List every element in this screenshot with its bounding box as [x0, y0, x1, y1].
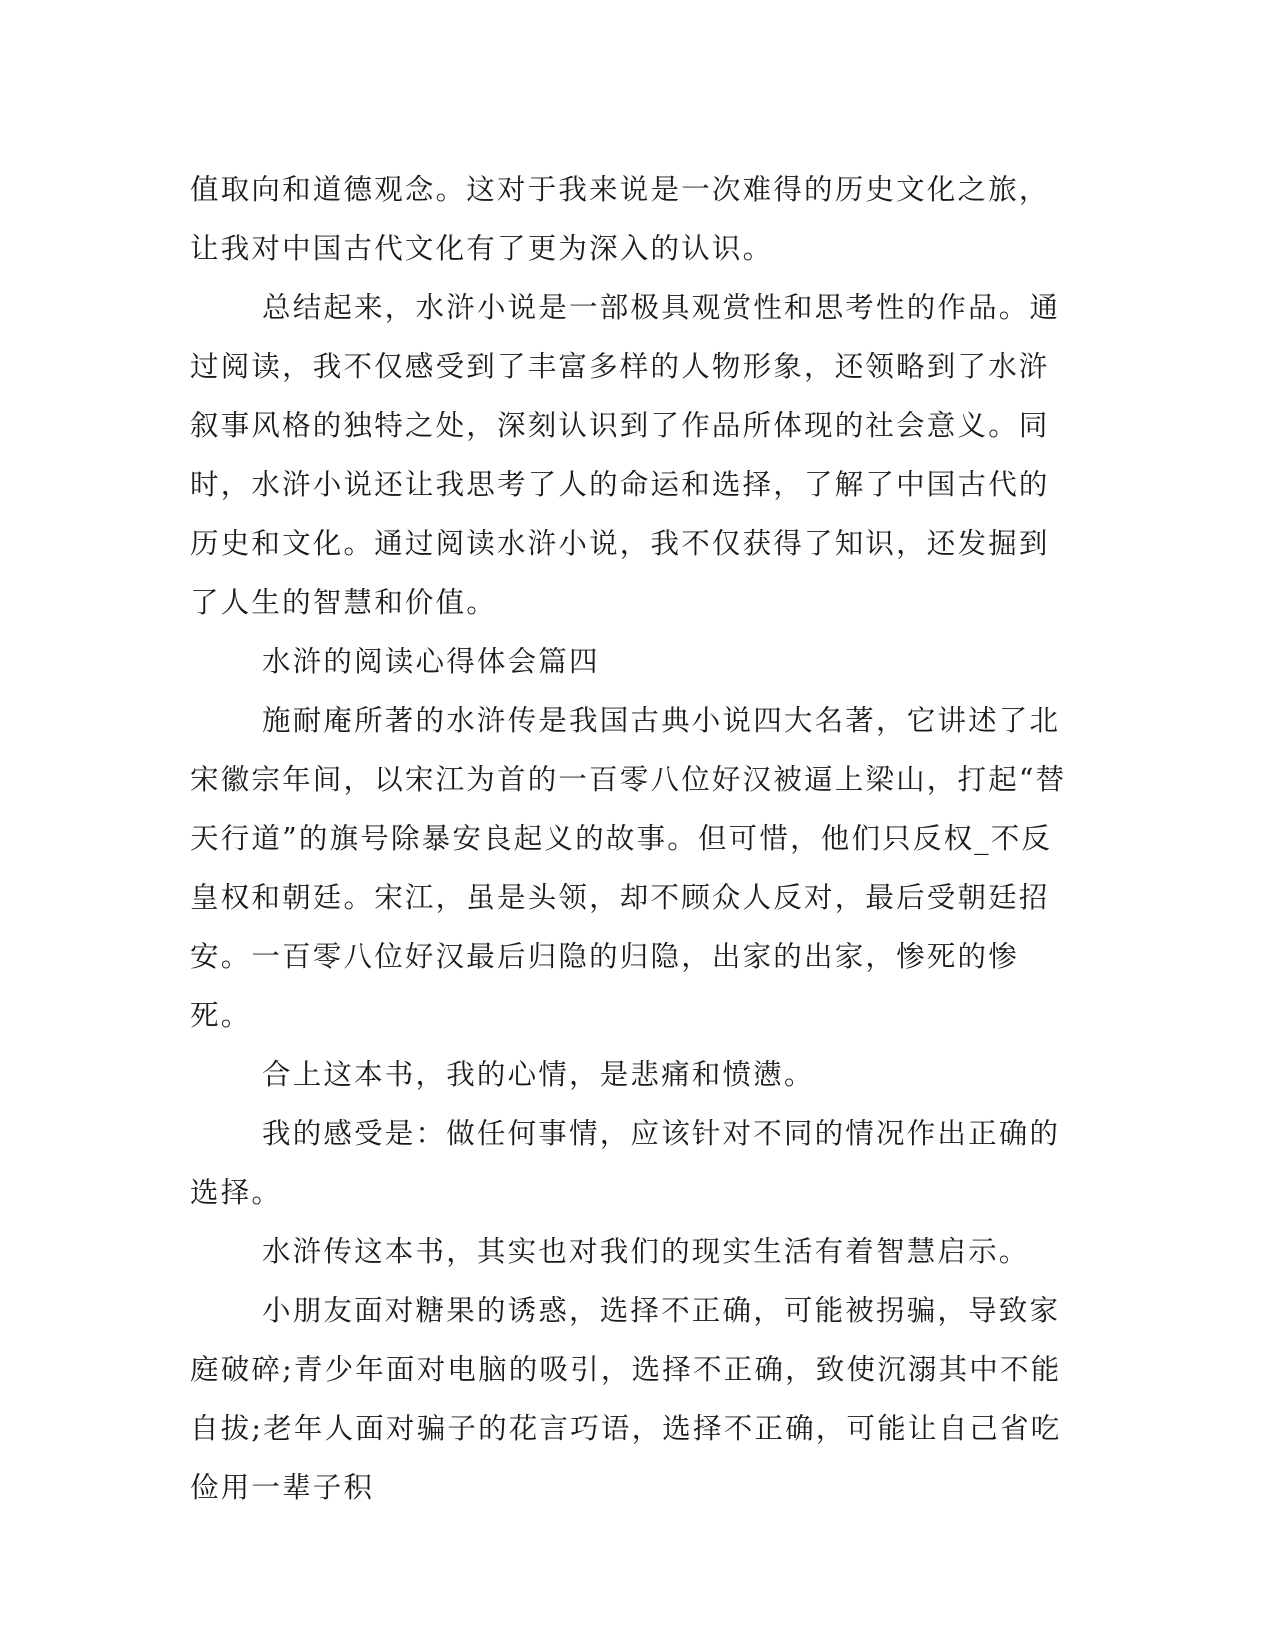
paragraph: 合上这本书，我的心情，是悲痛和愤懑。	[262, 1058, 815, 1091]
paragraph: 小朋友面对糖果的诱惑，选择不正确，可能被拐骗，导致家庭破碎;青少年面对电脑的吸引，选择不正确，致使沉溺其中不能自拔;老年人面对骗子的花言巧语，选择不正确，可能让自己省吃俭用一辈子积	[190, 1294, 1062, 1504]
paragraph: 总结起来，水浒小说是一部极具观赏性和思考性的作品。通过阅读，我不仅感受到了丰富多样的人物形象，还领略到了水浒叙事风格的独特之处，深刻认识到了作品所体现的社会意义。同时，水浒小说还让我思考了人的命运和选择，了解了中国古代的历史和文化。通过阅读水浒小说，我不仅获得了知识，还发掘到了人生的智慧和价值。	[190, 291, 1061, 619]
paragraph: 值取向和道德观念。这对于我来说是一次难得的历史文化之旅，让我对中国古代文化有了更为深入的认识。	[190, 173, 1050, 265]
paragraph: 我的感受是：做任何事情，应该针对不同的情况作出正确的选择。	[190, 1117, 1061, 1209]
paragraph: 水浒传这本书，其实也对我们的现实生活有着智慧启示。	[262, 1235, 1030, 1268]
document-body	[190, 160, 1080, 1517]
section-heading: 水浒的阅读心得体会篇四	[262, 645, 600, 678]
paragraph: 施耐庵所著的水浒传是我国古典小说四大名著，它讲述了北宋徽宗年间，以宋江为首的一百零八位好汉被逼上梁山，打起“替天行道”的旗号除暴安良起义的故事。但可惜，他们只反权_不反皇权和朝廷。宋江，虽是头领，却不顾众人反对，最后受朝廷招安。一百零八位好汉最后归隐的归隐，出家的出家，惨死的惨死。	[190, 704, 1067, 1032]
